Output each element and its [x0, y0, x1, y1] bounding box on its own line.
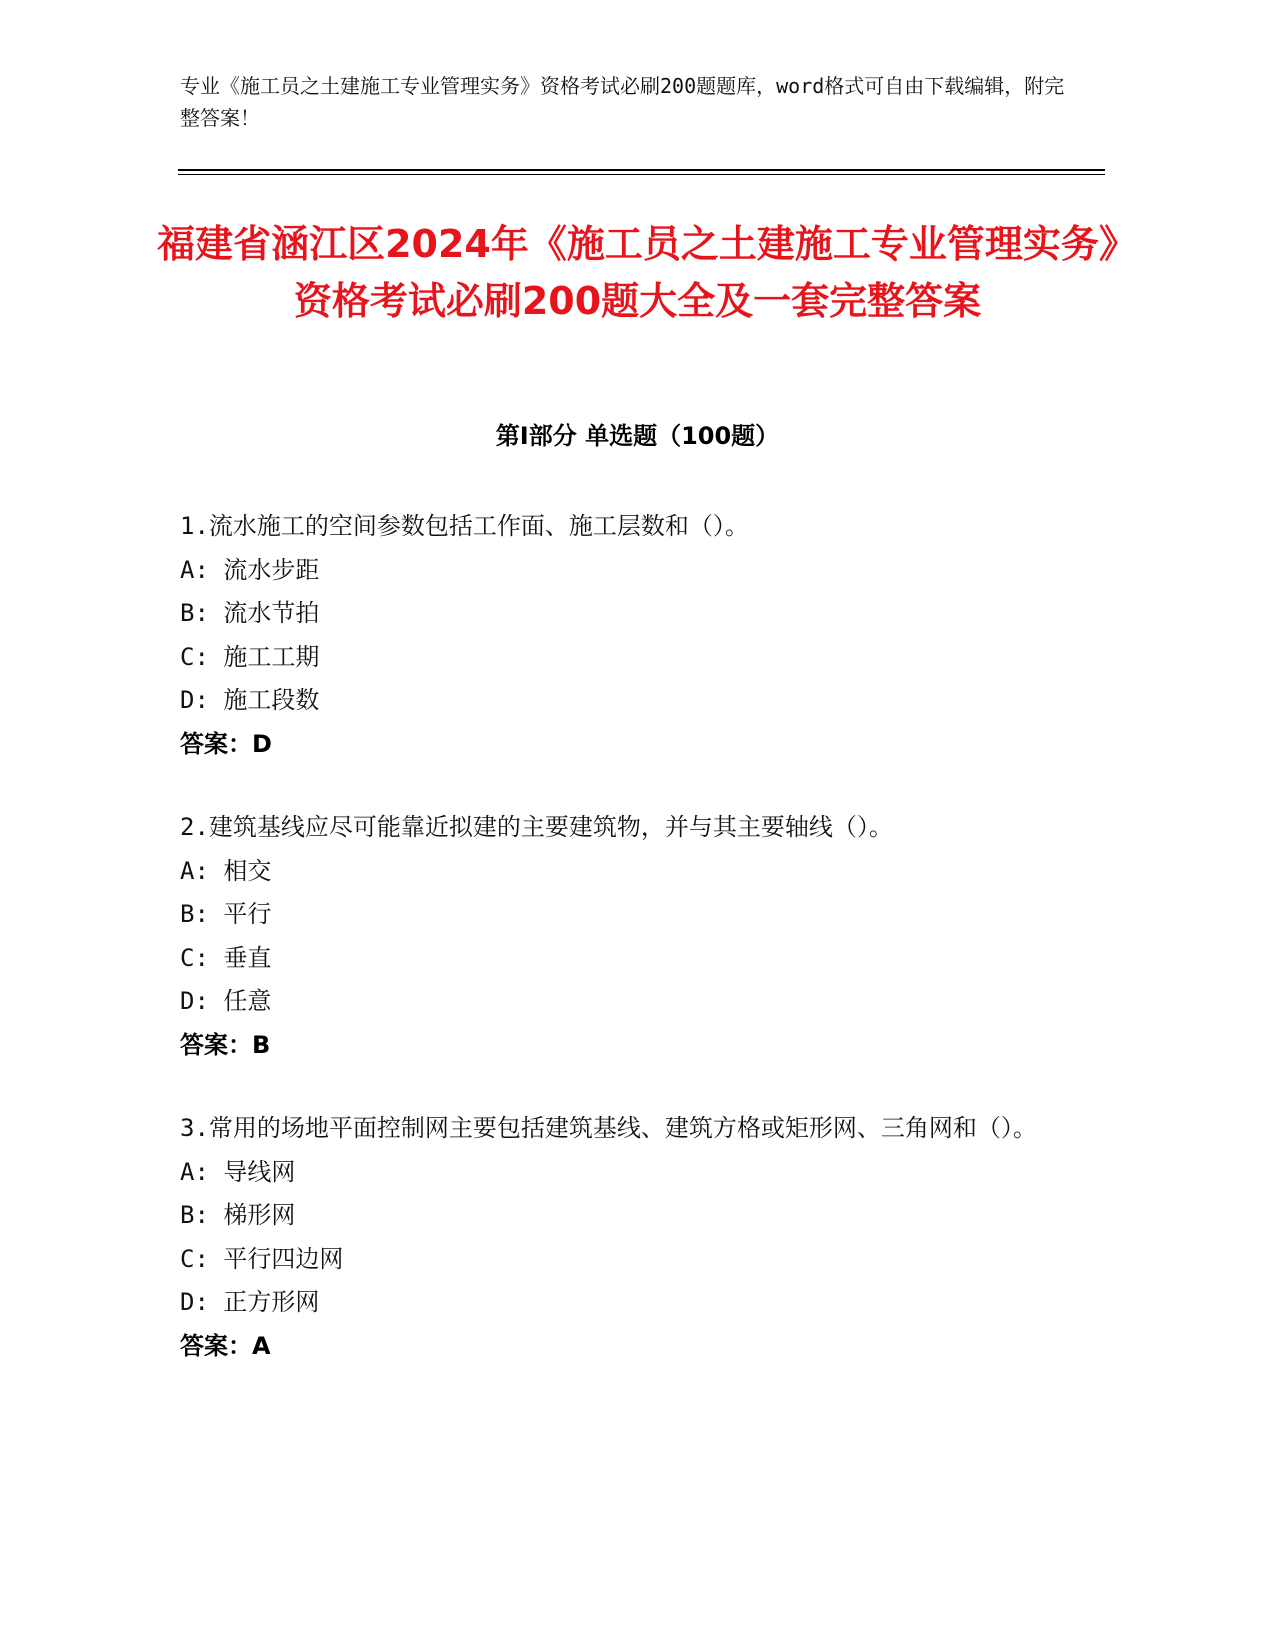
document-title: 福建省涵江区2024年《施工员之土建施工专业管理实务》资格考试必刷200题大全及一套完整答案	[157, 222, 1118, 323]
option-d: D: 任意	[180, 987, 272, 1015]
option-b: B: 平行	[180, 900, 272, 928]
question-stem: 1.流水施工的空间参数包括工作面、施工层数和（）。	[180, 512, 749, 540]
option-a: A: 相交	[180, 856, 272, 885]
option-b: B: 流水节拍	[180, 599, 320, 627]
answer: 答案：B	[180, 1030, 271, 1059]
question-3	[180, 1107, 1060, 1368]
header-divider-thick	[178, 169, 1105, 171]
option-d: D: 正方形网	[180, 1288, 320, 1316]
answer: 答案：A	[180, 1331, 271, 1360]
question-2	[180, 806, 1060, 1067]
section-title: 第Ⅰ部分 单选题（100题）	[495, 422, 780, 450]
question-stem: 3.常用的场地平面控制网主要包括建筑基线、建筑方格或矩形网、三角网和（）。	[180, 1114, 1037, 1142]
option-c: C: 施工工期	[180, 642, 320, 671]
question-1	[180, 505, 1060, 766]
header-divider-thin	[178, 174, 1105, 175]
header-note: 专业《施工员之土建施工专业管理实务》资格考试必刷200题题库，word格式可自由下载编辑，附完整答案！	[180, 74, 1065, 130]
answer: 答案：D	[180, 729, 272, 758]
option-c: C: 垂直	[180, 943, 272, 972]
question-stem: 2.建筑基线应尽可能靠近拟建的主要建筑物，并与其主要轴线（）。	[180, 813, 893, 841]
option-d: D: 施工段数	[180, 686, 320, 714]
option-a: A: 导线网	[180, 1157, 296, 1186]
option-a: A: 流水步距	[180, 555, 320, 584]
option-b: B: 梯形网	[180, 1201, 296, 1229]
question-list	[180, 505, 1060, 1408]
option-c: C: 平行四边网	[180, 1244, 344, 1273]
